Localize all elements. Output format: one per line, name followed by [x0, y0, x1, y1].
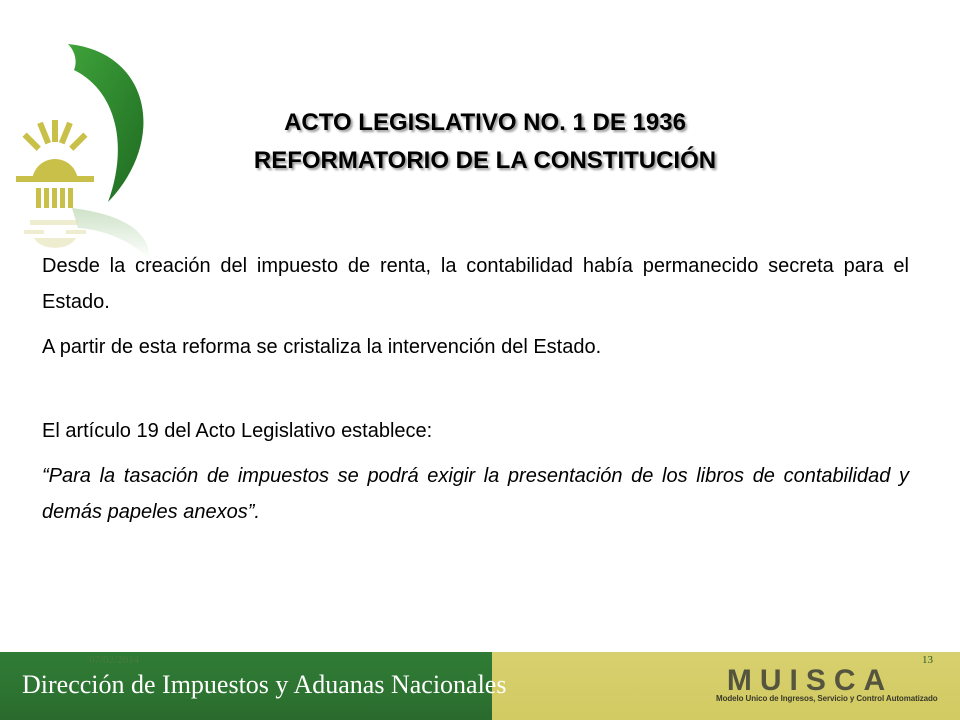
paragraph-1: Desde la creación del impuesto de renta, la contabilidad había permanecido secreta para el Estado.: [42, 255, 909, 313]
paragraph-2: A partir de esta reforma se cristaliza la intervención del Estado.: [42, 336, 602, 358]
slide-date: 07/02/2014: [89, 654, 140, 666]
title-line-1: ACTO LEGISLATIVO NO. 1 DE 1936: [284, 109, 686, 136]
organization-name: Dirección de Impuestos y Aduanas Nacionales: [22, 670, 507, 699]
muisca-subtitle: Modelo Unico de Ingresos, Servicio y Control Automatizado: [716, 694, 938, 703]
slide-body: [42, 248, 909, 530]
title-line-2: REFORMATORIO DE LA CONSTITUCIÓN: [253, 147, 717, 174]
paragraph-3: El artículo 19 del Acto Legislativo establece:: [42, 420, 433, 442]
page-number: 13: [922, 654, 933, 666]
dian-sun-logo-icon: [0, 30, 170, 270]
muisca-logo-text: MUISCA: [726, 664, 894, 697]
footer-bar: [0, 652, 960, 720]
muisca-logo-icon: [706, 664, 938, 710]
slide-title: [160, 104, 810, 180]
quote-paragraph: “Para la tasación de impuestos se podrá exigir la presentación de los libros de contabilidad y demás papeles anexos”.: [42, 465, 909, 523]
